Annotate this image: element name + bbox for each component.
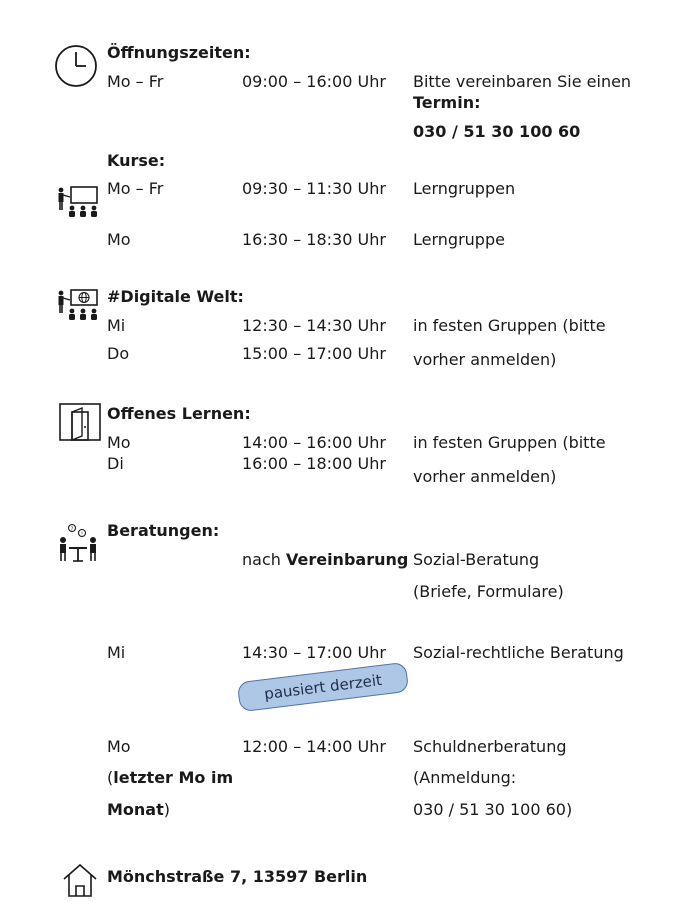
open-learning-row-time: 16:00 – 18:00 Uhr xyxy=(242,454,386,473)
clock-icon xyxy=(54,44,98,88)
digital-row-time: 12:30 – 14:30 Uhr xyxy=(242,316,386,335)
house-icon xyxy=(62,862,98,898)
opening-days: Mo – Fr xyxy=(107,72,164,91)
social-advice-time-prefix: nach xyxy=(242,550,286,569)
debt-advice-day: Mo xyxy=(107,737,131,756)
social-advice-time-bold: Vereinbarung xyxy=(285,550,409,569)
open-learning-row-day: Di xyxy=(107,454,124,473)
course-row-desc: Lerngruppen xyxy=(413,179,516,198)
svg-text:!: ! xyxy=(80,531,84,538)
debt-advice-day-note-bold2: Monat xyxy=(107,800,164,819)
course-row-desc: Lerngruppe xyxy=(413,230,505,249)
social-advice-time xyxy=(242,550,408,570)
opening-time: 09:00 – 16:00 Uhr xyxy=(242,72,386,91)
digital-row-time: 15:00 – 17:00 Uhr xyxy=(242,344,386,363)
advice-heading: Beratungen: xyxy=(107,521,220,540)
legal-advice-day: Mi xyxy=(107,643,126,662)
paused-badge-label: pausiert derzeit xyxy=(263,670,383,704)
address: Mönchstraße 7, 13597 Berlin xyxy=(107,867,368,886)
opening-note: Bitte vereinbaren Sie einen xyxy=(413,72,632,91)
course-row-time: 16:30 – 18:30 Uhr xyxy=(242,230,386,249)
debt-advice-day-note-line1 xyxy=(107,768,233,788)
digital-classroom-icon xyxy=(55,288,101,322)
social-advice-desc-line2: (Briefe, Formulare) xyxy=(413,582,564,601)
debt-advice-day-note-bold1: letzter Mo im xyxy=(113,768,234,787)
debt-advice-time: 12:00 – 14:00 Uhr xyxy=(242,737,386,756)
digital-row-day: Do xyxy=(107,344,130,363)
debt-advice-day-note-line2 xyxy=(107,800,170,820)
counseling-icon xyxy=(58,522,98,564)
debt-advice-desc-line1: Schuldnerberatung xyxy=(413,737,567,756)
course-row-time: 09:30 – 11:30 Uhr xyxy=(242,179,386,198)
open-learning-row-time: 14:00 – 16:00 Uhr xyxy=(242,433,386,452)
debt-advice-desc-line3: 030 / 51 30 100 60) xyxy=(413,800,573,819)
svg-text:?: ? xyxy=(70,526,74,533)
social-advice-desc-line1: Sozial-Beratung xyxy=(413,550,540,569)
legal-advice-desc: Sozial-rechtliche Beratung xyxy=(413,643,624,662)
course-row-day: Mo – Fr xyxy=(107,179,164,198)
paused-badge xyxy=(237,662,409,712)
debt-advice-desc-line2: (Anmeldung: xyxy=(413,768,517,787)
debt-advice-paren-close: ) xyxy=(163,800,170,819)
classroom-icon xyxy=(55,185,101,219)
open-learning-desc-line2: vorher anmelden) xyxy=(413,467,557,486)
open-learning-heading: Offenes Lernen: xyxy=(107,404,251,423)
digital-desc-line2: vorher anmelden) xyxy=(413,350,557,369)
digital-desc-line1: in festen Gruppen (bitte xyxy=(413,316,606,335)
legal-advice-time: 14:30 – 17:00 Uhr xyxy=(242,643,386,662)
digital-heading: #Digitale Welt: xyxy=(107,287,244,306)
door-icon xyxy=(58,402,102,442)
open-learning-desc-line1: in festen Gruppen (bitte xyxy=(413,433,606,452)
open-learning-row-day: Mo xyxy=(107,433,131,452)
opening-phone: 030 / 51 30 100 60 xyxy=(413,122,581,141)
opening-heading: Öffnungszeiten: xyxy=(107,43,251,62)
opening-note-bold: Termin: xyxy=(413,93,481,112)
course-row-day: Mo xyxy=(107,230,131,249)
digital-row-day: Mi xyxy=(107,316,126,335)
courses-heading: Kurse: xyxy=(107,151,166,170)
debt-advice-paren-open: ( xyxy=(107,768,114,787)
